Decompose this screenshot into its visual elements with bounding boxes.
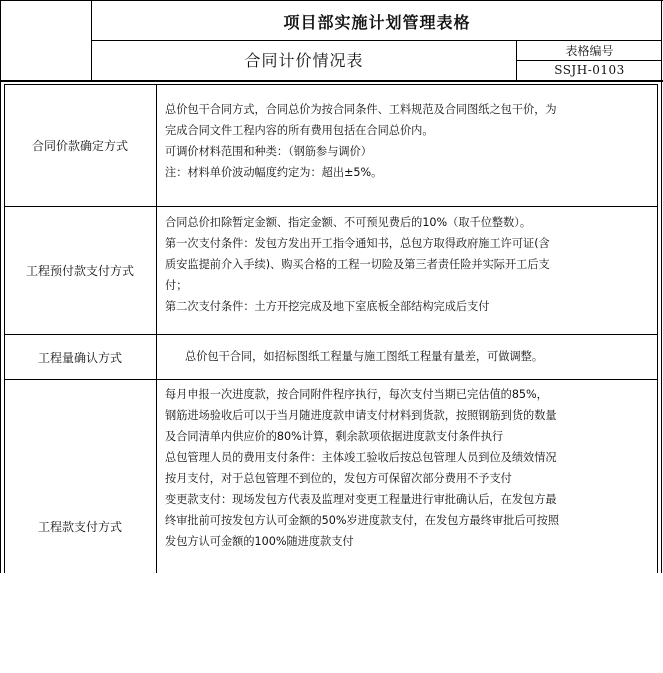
content-line: 完成合同文件工程内容的所有费用包括在合同总价内。 xyxy=(165,124,434,137)
row-content-quantity-confirmation xyxy=(165,346,657,367)
content-line: 可调价材料范围和种类：（钢筋参与调价） xyxy=(165,145,372,158)
row-label-quantity-confirmation: 工程量确认方式 xyxy=(37,350,122,365)
table-border-right xyxy=(661,0,662,573)
table-border-left xyxy=(0,0,1,573)
label-column-divider xyxy=(156,84,157,573)
row-content-contract-price xyxy=(165,99,657,183)
content-line: 发包方认可金额的100%随进度款支付 xyxy=(165,535,354,548)
content-line: 每月申报一次进度款，按合同附件程序执行，每次支付当期已完估值的85%， xyxy=(165,388,548,401)
content-line: 注：材料单价波动幅度约定为：超出±5%。 xyxy=(165,166,383,179)
row-content-progress-payment xyxy=(165,384,657,552)
content-line: 第二次支付条件：土方开挖完成及地下室底板全部结构完成后支付 xyxy=(165,300,490,313)
content-line: 质安监提前介入手续)、购买合格的工程一切险及第三者责任险并实际开工后支 xyxy=(165,258,550,271)
row-label-advance-payment: 工程预付款支付方式 xyxy=(25,264,134,278)
content-line: 钢筋进场验收后可以于当月随进度款申请支付材料到货款，按照钢筋到货的数量 xyxy=(165,409,557,422)
content-line: 按月支付，对于总包管理不到位的，发包方可保留次部分费用不予支付 xyxy=(165,472,512,485)
content-line: 总价包干合同，如招标图纸工程量与施工图纸工程量有量差，可做调整。 xyxy=(185,350,544,363)
table-name: 合同计价情况表 xyxy=(244,51,364,70)
content-line: 第一次支付条件：发包方发出开工指令通知书，总包方取得政府施工许可证(含 xyxy=(165,237,550,250)
content-line: 总价包干合同方式，合同总价为按合同条件、工料规范及合同图纸之包干价，为 xyxy=(165,103,557,116)
row-content-advance-payment xyxy=(165,212,657,317)
content-line: 付； xyxy=(165,279,188,292)
content-line: 变更款支付：现场发包方代表及监理对变更工程量进行审批确认后，在发包方最 xyxy=(165,493,557,506)
content-line: 合同总价扣除暂定金额、指定金额、不可预见费后的10%（取千位整数）。 xyxy=(165,216,532,229)
content-line: 总包管理人员的费用支付条件：主体竣工验收后按总包管理人员到位及绩效情况 xyxy=(165,451,557,464)
header-bottom-rule xyxy=(0,80,663,82)
form-code-value: SSJH-0103 xyxy=(554,63,625,77)
inner-border-right xyxy=(657,84,658,573)
form-code-label: 表格编号 xyxy=(565,43,614,58)
form-title: 项目部实施计划管理表格 xyxy=(283,12,471,32)
row-label-contract-price: 合同价款确定方式 xyxy=(31,139,128,153)
content-line: 及合同清单内供应价的80%计算，剩余款项依据进度款支付条件执行 xyxy=(165,430,504,443)
content-line: 终审批前可按发包方认可金额的50%岁进度款支付，在发包方最终审批后可按照 xyxy=(165,514,560,527)
row-label-progress-payment: 工程款支付方式 xyxy=(37,520,122,534)
